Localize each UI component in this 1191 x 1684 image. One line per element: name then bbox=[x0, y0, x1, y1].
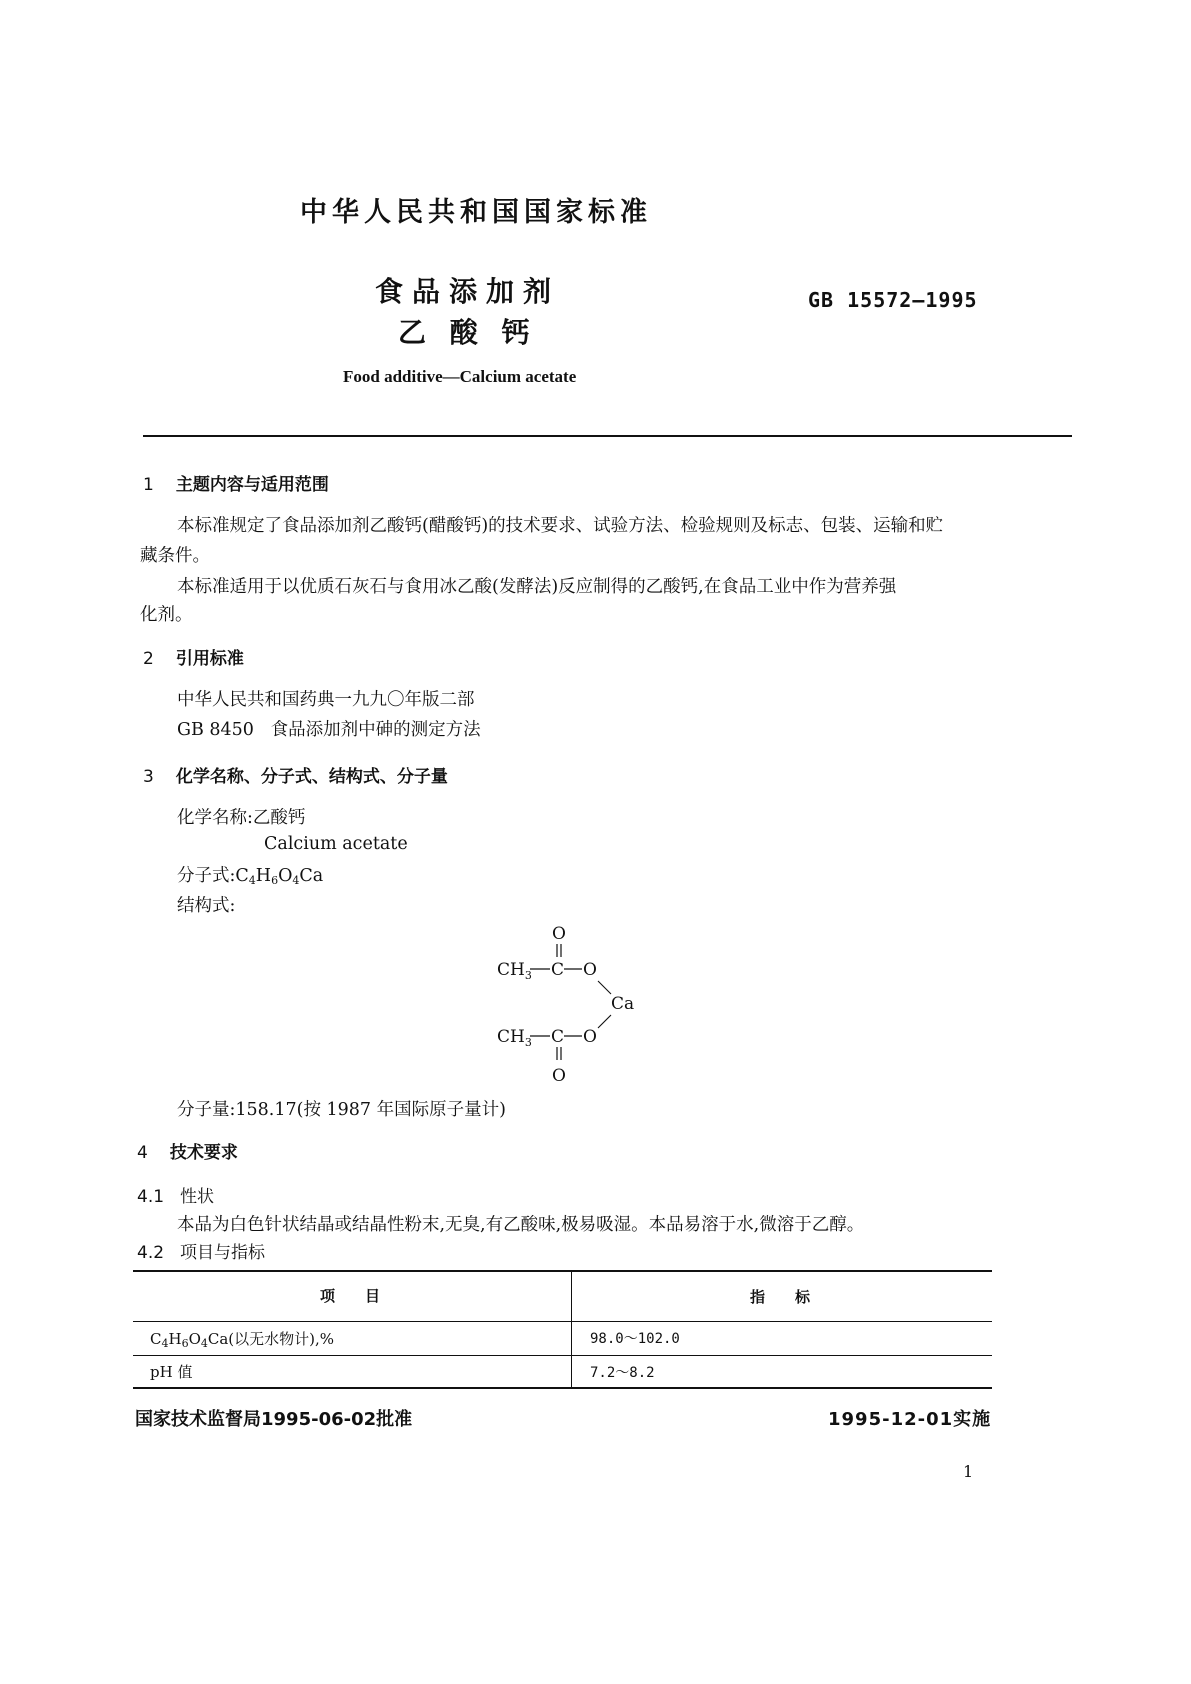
national-standard-heading: 中华人民共和国国家标准 bbox=[300, 197, 652, 228]
table-row-1-value: 98.0～102.0 bbox=[590, 1331, 680, 1347]
gb-code: GB 15572—1995 bbox=[808, 288, 978, 312]
doc-title-line1: 食品添加剂 bbox=[375, 275, 561, 308]
bottom-carbon: C bbox=[551, 1027, 565, 1047]
s41-description: 本品为白色针状结晶或结晶性粉末,无臭,有乙酸味,极易吸湿。本品易溶于水,微溶于乙醇。 bbox=[177, 1215, 865, 1235]
table-header-rule bbox=[133, 1321, 992, 1322]
table-row-2-item: pH 值 bbox=[150, 1363, 193, 1381]
chemical-name: 化学名称:乙酸钙 bbox=[177, 808, 306, 828]
page-number: 1 bbox=[963, 1462, 974, 1481]
top-carbon: C bbox=[551, 960, 565, 980]
header-rule bbox=[143, 435, 1072, 437]
section-4-1-heading: 4.1 性状 bbox=[137, 1187, 215, 1207]
table-column-divider bbox=[571, 1270, 572, 1388]
table-bottom-rule bbox=[133, 1387, 992, 1389]
section-3-heading: 3 化学名称、分子式、结构式、分子量 bbox=[143, 767, 448, 787]
table-top-rule bbox=[133, 1270, 992, 1272]
s1-para2-line2: 化剂。 bbox=[140, 605, 193, 625]
molecular-weight: 分子量:158.17(按 1987 年国际原子量计) bbox=[177, 1100, 506, 1120]
section-2-heading: 2 引用标准 bbox=[143, 649, 244, 669]
calcium-atom: Ca bbox=[611, 994, 635, 1014]
reference-1: 中华人民共和国药典一九九〇年版二部 bbox=[177, 690, 475, 710]
section-4-heading: 4 技术要求 bbox=[137, 1143, 238, 1163]
top-oxygen: O bbox=[552, 924, 566, 944]
section-4-2-heading: 4.2 项目与指标 bbox=[137, 1243, 266, 1263]
structure-label: 结构式: bbox=[177, 896, 236, 916]
table-row-rule bbox=[133, 1355, 992, 1356]
effective-date: 1995-12-01实施 bbox=[828, 1409, 992, 1430]
section-1-heading: 1 主题内容与适用范围 bbox=[143, 475, 329, 495]
doc-title-line2: 乙 酸 钙 bbox=[398, 316, 537, 349]
bottom-oxygen: O bbox=[552, 1066, 566, 1086]
s1-para2-line1: 本标准适用于以优质石灰石与食用冰乙酸(发酵法)反应制得的乙酸钙,在食品工业中作为营养强 bbox=[177, 577, 897, 597]
approval-line: 国家技术监督局1995-06-02批准 bbox=[135, 1409, 413, 1430]
structural-formula bbox=[480, 915, 680, 1095]
table-header-item: 项 目 bbox=[320, 1287, 381, 1305]
english-title: Food additive—Calcium acetate bbox=[343, 367, 577, 386]
top-ch3-group: $CH_3$ bbox=[497, 960, 532, 982]
s1-para1-line1: 本标准规定了食品添加剂乙酸钙(醋酸钙)的技术要求、试验方法、检验规则及标志、包装、运输和贮 bbox=[177, 516, 944, 536]
bottom-ester-oxygen: O bbox=[583, 1027, 597, 1047]
table-row-1-item: $C_4H_6O_4Ca$(以无水物计),% bbox=[150, 1330, 335, 1350]
molecular-formula: 分子式$:C_4H_6O_4Ca$ bbox=[177, 866, 324, 887]
reference-2: GB 8450 食品添加剂中砷的测定方法 bbox=[177, 720, 481, 740]
top-ester-oxygen: O bbox=[583, 960, 597, 980]
chemical-name-en: Calcium acetate bbox=[264, 834, 408, 854]
s1-para1-line2: 藏条件。 bbox=[140, 546, 210, 566]
table-header-index: 指 标 bbox=[750, 1288, 811, 1306]
table-row-2-value: 7.2～8.2 bbox=[590, 1365, 655, 1381]
bottom-ch3-group: $CH_3$ bbox=[497, 1027, 532, 1049]
